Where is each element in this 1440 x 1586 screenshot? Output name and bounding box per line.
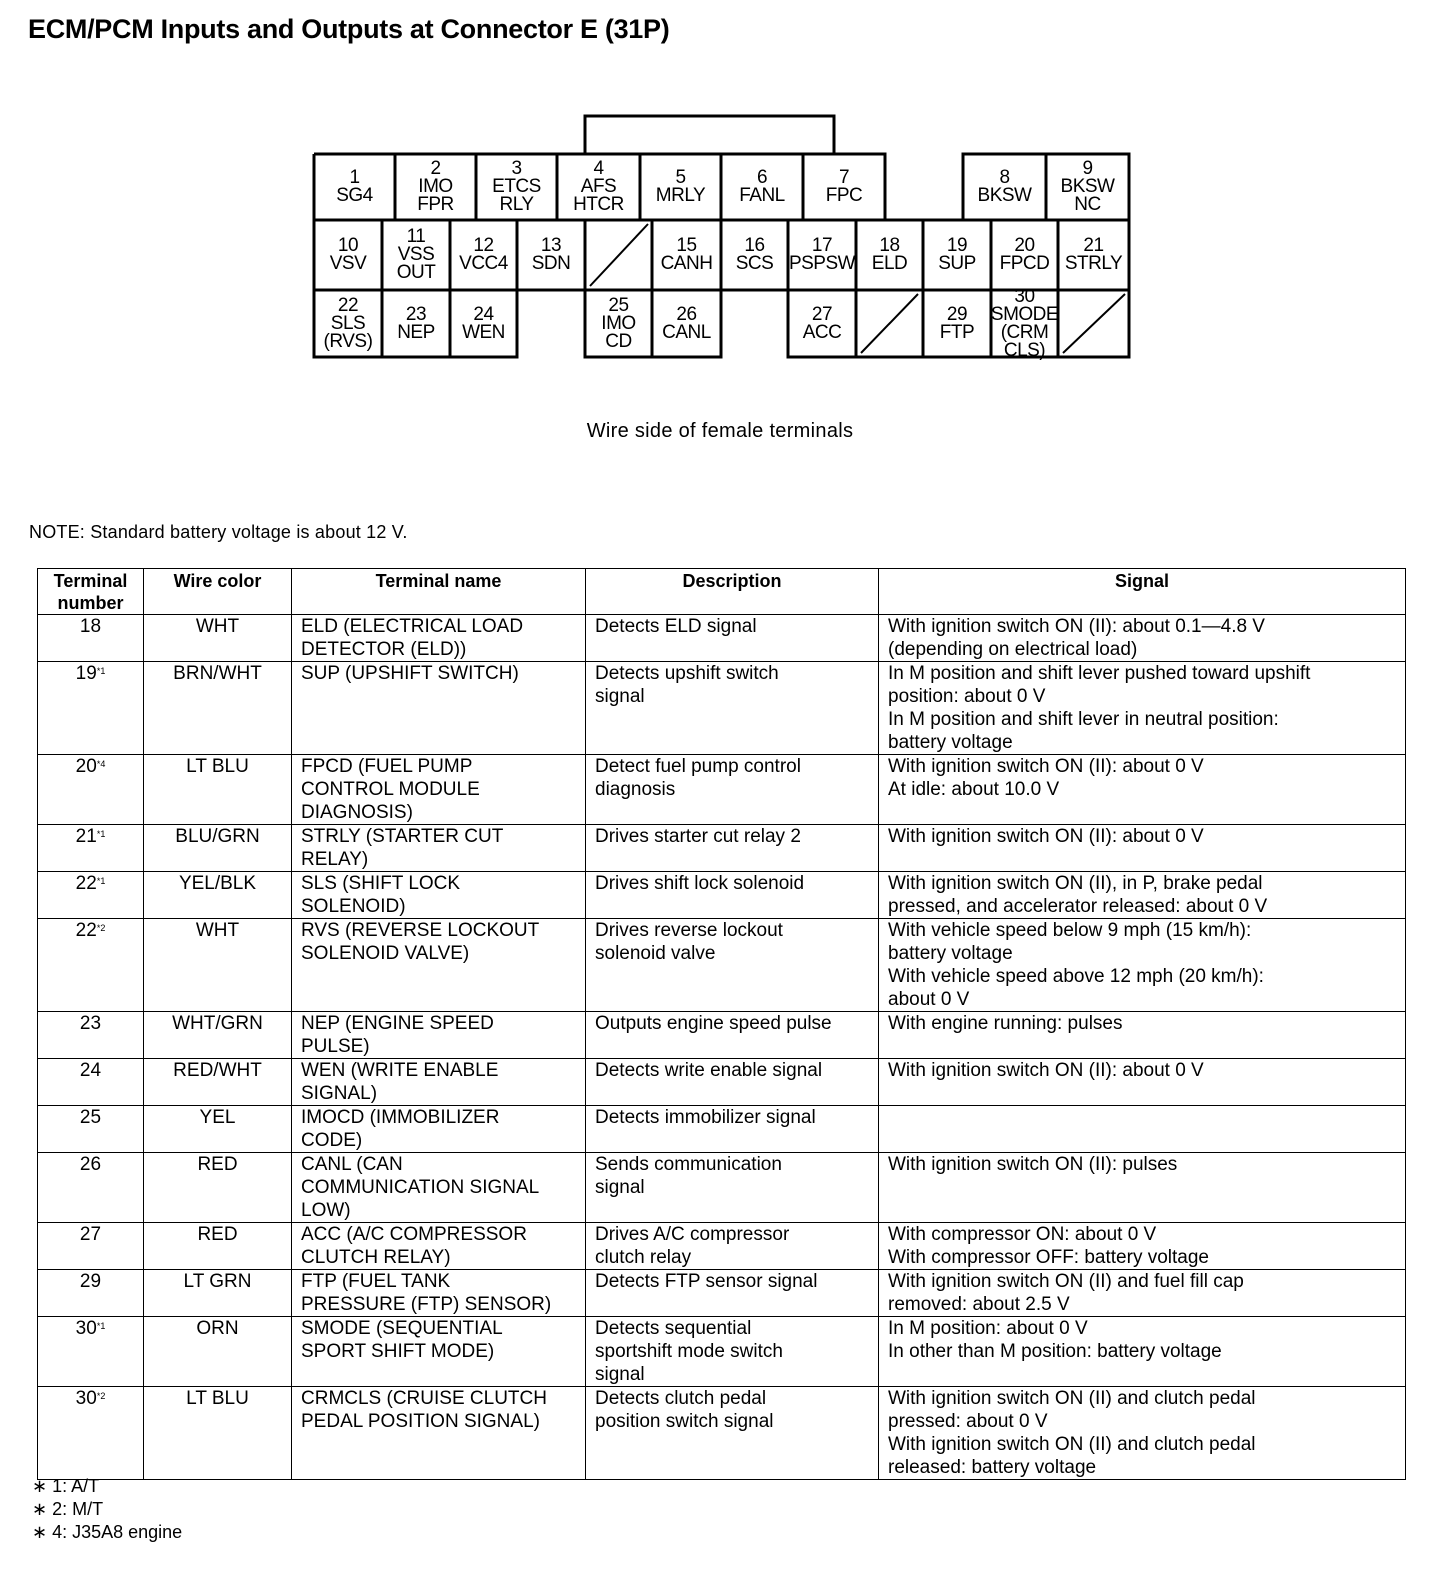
- terminal-number-cell: [38, 755, 144, 825]
- terminal-name-line: SPORT SHIFT MODE): [301, 1341, 495, 1362]
- terminal-number-cell: [38, 919, 144, 1012]
- terminal-cell-10: [314, 220, 382, 290]
- terminal-name-line: SUP (UPSHIFT SWITCH): [301, 663, 519, 684]
- terminal-cell-12: [450, 220, 517, 290]
- wire-color-cell: LT GRN: [144, 1270, 292, 1317]
- signal-line: With ignition switch ON (II): about 0 V: [888, 756, 1204, 777]
- footnote-4: ∗ 4: J35A8 engine: [32, 1522, 183, 1542]
- terminal-number: 29: [79, 1271, 102, 1292]
- terminal-name-cell: [292, 1317, 586, 1387]
- terminal-abbreviation: HTCR: [573, 194, 624, 215]
- terminal-name-cell: [292, 872, 586, 919]
- battery-note: NOTE: Standard battery voltage is about 12 V.: [29, 522, 408, 542]
- description-line: diagnosis: [595, 779, 676, 800]
- terminal-number: 10: [337, 235, 359, 256]
- description-cell: [586, 1270, 879, 1317]
- signal-cell: [879, 1270, 1406, 1317]
- terminal-abbreviation: ACC: [802, 321, 842, 343]
- terminal-cell-21: [1058, 220, 1129, 290]
- description-cell: [586, 1317, 879, 1387]
- signal-cell: [879, 1153, 1406, 1223]
- terminal-cell-29: [923, 290, 991, 357]
- terminal-number-cell: [38, 1153, 144, 1223]
- terminal-number: 23: [79, 1013, 102, 1034]
- signal-cell: [879, 755, 1406, 825]
- terminal-number-cell: [38, 872, 144, 919]
- terminal-abbreviation: SMODE: [990, 303, 1059, 325]
- terminal-number: 4: [593, 158, 604, 179]
- description-cell: [586, 1223, 879, 1270]
- description-line: Drives reverse lockout: [595, 920, 783, 941]
- wire-color-cell: RED: [144, 1223, 292, 1270]
- terminal-cell-9: [1046, 154, 1129, 220]
- signal-cell: [879, 872, 1406, 919]
- header-signal: Signal: [879, 569, 1406, 615]
- signal-line: In M position: about 0 V: [888, 1318, 1088, 1339]
- terminal-name-cell: [292, 755, 586, 825]
- terminal-number: 7: [838, 167, 850, 188]
- header-description: Description: [586, 569, 879, 615]
- signal-line: removed: about 2.5 V: [888, 1294, 1070, 1315]
- table-row: [38, 1270, 1406, 1317]
- blank-cavity-28: [861, 294, 918, 353]
- wire-color-cell: YEL: [144, 1106, 292, 1153]
- terminal-abbreviation: SLS: [330, 312, 366, 334]
- description-line: Sends communication: [595, 1154, 782, 1175]
- table-row: [38, 1059, 1406, 1106]
- table-row: [38, 1317, 1406, 1387]
- description-line: Detects upshift switch: [595, 663, 779, 684]
- terminal-abbreviation: CANL: [662, 321, 711, 343]
- description-line: solenoid valve: [595, 943, 716, 964]
- terminal-name-cell: [292, 662, 586, 755]
- terminal-cell-15: [652, 220, 721, 290]
- table-row: [38, 872, 1406, 919]
- wire-color-cell: YEL/BLK: [144, 872, 292, 919]
- terminal-number: 6: [756, 167, 768, 188]
- description-line: Detects sequential: [595, 1318, 752, 1339]
- terminal-number-cell: [38, 825, 144, 872]
- terminal-abbreviation: NEP: [397, 321, 435, 343]
- terminal-name-line: CANL (CAN: [301, 1154, 403, 1175]
- terminal-name-line: ACC (A/C COMPRESSOR: [301, 1224, 527, 1245]
- signal-cell: [879, 1106, 1406, 1153]
- terminal-cell-11: [382, 220, 450, 290]
- signal-line: With ignition switch ON (II), in P, brake pedal: [888, 873, 1263, 894]
- terminal-number: 16: [744, 235, 765, 256]
- terminal-number: 27: [79, 1224, 102, 1245]
- description-line: signal: [595, 686, 645, 707]
- terminal-cell-18: [856, 220, 923, 290]
- table-row: [38, 1153, 1406, 1223]
- signal-line: With compressor ON: about 0 V: [888, 1224, 1157, 1245]
- description-line: Detects write enable signal: [595, 1060, 823, 1081]
- description-line: Detects clutch pedal: [595, 1388, 767, 1409]
- terminal-number: 23: [405, 303, 427, 325]
- description-line: Drives starter cut relay 2: [595, 826, 801, 847]
- terminal-abbreviation: ETCS: [492, 176, 541, 197]
- header-wire-color: Wire color: [144, 569, 292, 615]
- terminal-number: 29: [946, 303, 968, 325]
- signal-line: With compressor OFF: battery voltage: [888, 1247, 1209, 1268]
- terminal-cell-27: [788, 290, 856, 357]
- terminal-abbreviation: FTP: [939, 321, 975, 343]
- terminal-abbreviation: SDN: [531, 253, 571, 274]
- terminal-number: 11: [406, 226, 426, 247]
- terminal-name-line: SOLENOID VALVE): [301, 943, 470, 964]
- signal-line: pressed, and accelerator released: about 0 V: [888, 896, 1268, 917]
- terminal-name-line: FPCD (FUEL PUMP: [301, 756, 473, 777]
- terminal-abbreviation: BKSW: [977, 185, 1032, 206]
- signal-cell: [879, 1317, 1406, 1387]
- terminal-name-cell: [292, 1270, 586, 1317]
- terminal-cell-4: [557, 154, 640, 220]
- description-line: sportshift mode switch: [595, 1341, 783, 1362]
- description-line: signal: [595, 1177, 645, 1198]
- terminal-name-cell: [292, 825, 586, 872]
- table-row: [38, 919, 1406, 1012]
- terminal-number-cell: [38, 615, 144, 662]
- terminal-name-line: CODE): [301, 1130, 363, 1151]
- terminal-number-cell: [38, 1223, 144, 1270]
- terminal-number: 21: [1083, 235, 1104, 256]
- terminal-name-line: SIGNAL): [301, 1083, 378, 1104]
- terminal-number: 27: [811, 303, 833, 325]
- terminal-number: 17: [811, 235, 833, 256]
- terminal-name-line: FTP (FUEL TANK: [301, 1271, 451, 1292]
- blank-cavity-14: [590, 224, 648, 286]
- description-line: clutch relay: [595, 1247, 692, 1268]
- terminal-number: 24: [473, 303, 494, 325]
- terminal-number: 1: [349, 167, 360, 188]
- signal-cell: [879, 662, 1406, 755]
- terminal-name-line: CONTROL MODULE: [301, 779, 480, 800]
- terminal-number: 30: [75, 1318, 97, 1339]
- description-cell: [586, 1153, 879, 1223]
- description-cell: [586, 1012, 879, 1059]
- signal-line: With ignition switch ON (II) and clutch pedal: [888, 1388, 1256, 1409]
- blank-cavity-31: [1063, 294, 1125, 353]
- terminal-cell-2: [395, 154, 476, 220]
- terminal-abbreviation: (CRM: [1000, 321, 1049, 343]
- terminal-number: 19: [75, 663, 97, 684]
- terminal-cell-30: [990, 285, 1059, 361]
- terminal-name-line: SLS (SHIFT LOCK: [301, 873, 461, 894]
- terminal-name-cell: [292, 919, 586, 1012]
- terminal-name-line: CLUTCH RELAY): [301, 1247, 451, 1268]
- signal-line: about 0 V: [888, 989, 970, 1010]
- terminal-abbreviation: ELD: [871, 253, 908, 274]
- table-row: [38, 662, 1406, 755]
- table-row: [38, 1012, 1406, 1059]
- description-cell: [586, 1106, 879, 1153]
- terminal-number: 21: [75, 826, 97, 847]
- terminal-number: 30: [1014, 285, 1035, 307]
- terminal-abbreviation: OUT: [396, 262, 436, 283]
- terminal-table: [37, 568, 1406, 1480]
- wire-color-cell: BLU/GRN: [144, 825, 292, 872]
- terminal-number: 22: [75, 873, 97, 894]
- terminal-number: 30: [75, 1388, 97, 1409]
- description-line: Drives shift lock solenoid: [595, 873, 805, 894]
- description-cell: [586, 662, 879, 755]
- signal-cell: [879, 919, 1406, 1012]
- terminal-cell-16: [721, 220, 788, 290]
- terminal-number: 25: [608, 294, 629, 316]
- terminal-number: 19: [946, 235, 968, 256]
- terminal-abbreviation: CLS): [1003, 339, 1046, 361]
- terminal-name-cell: [292, 615, 586, 662]
- terminal-name-cell: [292, 1387, 586, 1480]
- terminal-abbreviation: SUP: [938, 253, 976, 274]
- connector-caption: Wire side of female terminals: [586, 420, 854, 442]
- description-line: Drives A/C compressor: [595, 1224, 790, 1245]
- terminal-cell-20: [991, 220, 1058, 290]
- wire-color-cell: BRN/WHT: [144, 662, 292, 755]
- table-row: [38, 615, 1406, 662]
- description-line: Outputs engine speed pulse: [595, 1013, 832, 1034]
- table-row: [38, 755, 1406, 825]
- terminal-abbreviation: WEN: [462, 321, 505, 343]
- footnote-marker: *4: [96, 759, 106, 769]
- terminal-abbreviation: (RVS): [323, 330, 373, 352]
- terminal-number-cell: [38, 1106, 144, 1153]
- terminal-abbreviation: SCS: [735, 253, 774, 274]
- terminal-cell-23: [382, 290, 450, 357]
- wire-color-cell: RED: [144, 1153, 292, 1223]
- description-cell: [586, 1059, 879, 1106]
- signal-cell: [879, 1223, 1406, 1270]
- footnote-1: ∗ 1: A/T: [32, 1476, 100, 1496]
- terminal-abbreviation: NC: [1074, 194, 1101, 215]
- description-line: Detects ELD signal: [595, 616, 757, 637]
- footnote-2: ∗ 2: M/T: [32, 1499, 104, 1519]
- wire-color-cell: WHT: [144, 615, 292, 662]
- description-cell: [586, 825, 879, 872]
- terminal-name-line: IMOCD (IMMOBILIZER: [301, 1107, 500, 1128]
- terminal-name-line: COMMUNICATION SIGNAL: [301, 1177, 540, 1198]
- wire-color-cell: RED/WHT: [144, 1059, 292, 1106]
- terminal-name-line: SOLENOID): [301, 896, 406, 917]
- description-cell: [586, 919, 879, 1012]
- signal-line: released: battery voltage: [888, 1457, 1097, 1478]
- terminal-cell-13: [517, 220, 585, 290]
- header-terminal-name: Terminal name: [292, 569, 586, 615]
- signal-line: (depending on electrical load): [888, 639, 1138, 660]
- terminal-cell-24: [450, 290, 517, 357]
- connector-diagram: [0, 0, 1440, 420]
- signal-cell: [879, 825, 1406, 872]
- table-row: [38, 1223, 1406, 1270]
- signal-line: battery voltage: [888, 732, 1013, 753]
- signal-cell: [879, 1387, 1406, 1480]
- terminal-number: 5: [675, 167, 686, 188]
- wire-color-cell: LT BLU: [144, 755, 292, 825]
- terminal-abbreviation: VSS: [397, 244, 435, 265]
- signal-line: battery voltage: [888, 943, 1013, 964]
- signal-line: position: about 0 V: [888, 686, 1046, 707]
- signal-line: With ignition switch ON (II): pulses: [888, 1154, 1178, 1175]
- signal-line: In other than M position: battery voltage: [888, 1341, 1222, 1362]
- description-cell: [586, 615, 879, 662]
- terminal-number: 18: [79, 616, 102, 637]
- terminal-name-line: PEDAL POSITION SIGNAL): [301, 1411, 540, 1432]
- terminal-abbreviation: PSPSW: [788, 253, 856, 274]
- terminal-cell-17: [788, 220, 856, 290]
- terminal-abbreviation: AFS: [580, 176, 617, 197]
- terminal-number-cell: [38, 662, 144, 755]
- terminal-abbreviation: FPR: [417, 194, 454, 215]
- table-row: [38, 1106, 1406, 1153]
- terminal-number: 2: [430, 158, 441, 179]
- terminal-number: 13: [540, 235, 562, 256]
- terminal-name-line: ELD (ELECTRICAL LOAD: [301, 616, 524, 637]
- terminal-cell-1: [314, 154, 395, 220]
- terminal-cell-6: [721, 154, 803, 220]
- terminal-cell-8: [963, 154, 1046, 220]
- signal-cell: [879, 1059, 1406, 1106]
- terminal-number-cell: [38, 1059, 144, 1106]
- description-cell: [586, 1387, 879, 1480]
- signal-line: With engine running: pulses: [888, 1013, 1123, 1034]
- signal-cell: [879, 1012, 1406, 1059]
- terminal-name-cell: [292, 1106, 586, 1153]
- signal-line: With ignition switch ON (II): about 0.1—4.8 V: [888, 616, 1265, 637]
- terminal-number: 20: [75, 756, 97, 777]
- terminal-abbreviation: SG4: [336, 185, 373, 206]
- terminal-name-line: SMODE (SEQUENTIAL: [301, 1318, 503, 1339]
- terminal-number: 24: [79, 1060, 102, 1081]
- wire-color-cell: WHT/GRN: [144, 1012, 292, 1059]
- table-row: [38, 825, 1406, 872]
- terminal-name-cell: [292, 1059, 586, 1106]
- terminal-number: 18: [879, 235, 900, 256]
- terminal-name-line: RELAY): [301, 849, 369, 870]
- footnote-marker: *1: [96, 1321, 106, 1331]
- terminal-abbreviation: CANH: [660, 253, 713, 274]
- footnote-marker: *2: [96, 923, 106, 933]
- terminal-name-line: STRLY (STARTER CUT: [301, 826, 504, 847]
- terminal-number-cell: [38, 1012, 144, 1059]
- wire-color-cell: WHT: [144, 919, 292, 1012]
- signal-line: With ignition switch ON (II): about 0 V: [888, 1060, 1204, 1081]
- signal-line: In M position and shift lever in neutral position:: [888, 709, 1279, 730]
- table-header-row: [38, 569, 1406, 615]
- terminal-number: 12: [473, 235, 494, 256]
- terminal-number-cell: [38, 1317, 144, 1387]
- terminal-abbreviation: IMO: [418, 176, 453, 197]
- terminal-number-cell: [38, 1387, 144, 1480]
- terminal-abbreviation: STRLY: [1064, 253, 1123, 274]
- terminal-number: 9: [1082, 158, 1093, 179]
- description-line: Detects FTP sensor signal: [595, 1271, 818, 1292]
- terminal-name-line: DIAGNOSIS): [301, 802, 413, 823]
- header-terminal-number: Terminal number: [38, 569, 144, 615]
- terminal-number: 22: [75, 920, 97, 941]
- terminal-name-cell: [292, 1012, 586, 1059]
- terminal-abbreviation: BKSW: [1060, 176, 1115, 197]
- terminal-abbreviation: CD: [605, 330, 632, 352]
- terminal-cell-7: [803, 154, 885, 220]
- signal-line: At idle: about 10.0 V: [888, 779, 1060, 800]
- terminal-number: 3: [511, 158, 522, 179]
- terminal-number: 25: [79, 1107, 102, 1128]
- terminal-name-line: RVS (REVERSE LOCKOUT: [301, 920, 540, 941]
- signal-line: With ignition switch ON (II) and clutch pedal: [888, 1434, 1256, 1455]
- terminal-name-cell: [292, 1223, 586, 1270]
- terminal-number-cell: [38, 1270, 144, 1317]
- terminal-abbreviation: FPC: [825, 185, 863, 206]
- description-line: Detect fuel pump control: [595, 756, 801, 777]
- terminal-name-line: NEP (ENGINE SPEED: [301, 1013, 494, 1034]
- terminal-abbreviation: VSV: [329, 253, 367, 274]
- terminal-cell-19: [923, 220, 991, 290]
- terminal-abbreviation: MRLY: [655, 185, 706, 206]
- description-line: position switch signal: [595, 1411, 774, 1432]
- description-line: Detects immobilizer signal: [595, 1107, 816, 1128]
- description-line: signal: [595, 1364, 645, 1385]
- terminal-number: 15: [676, 235, 697, 256]
- wire-color-cell: LT BLU: [144, 1387, 292, 1480]
- terminal-cell-5: [640, 154, 721, 220]
- terminal-abbreviation: FANL: [739, 185, 785, 206]
- terminal-name-line: CRMCLS (CRUISE CLUTCH: [301, 1388, 547, 1409]
- footnote-marker: *1: [96, 666, 106, 676]
- wire-color-cell: ORN: [144, 1317, 292, 1387]
- terminal-cell-25: [585, 290, 652, 357]
- signal-cell: [879, 615, 1406, 662]
- terminal-number: 22: [337, 294, 359, 316]
- terminal-number: 8: [999, 167, 1010, 188]
- terminal-abbreviation: VCC4: [459, 253, 508, 274]
- signal-line: In M position and shift lever pushed toward upshift: [888, 663, 1311, 684]
- terminal-number: 20: [1014, 235, 1035, 256]
- terminal-abbreviation: RLY: [499, 194, 534, 215]
- terminal-cell-22: [314, 290, 382, 357]
- signal-line: With vehicle speed below 9 mph (15 km/h):: [888, 920, 1252, 941]
- terminal-number: 26: [676, 303, 697, 325]
- terminal-name-cell: [292, 1153, 586, 1223]
- terminal-name-line: DETECTOR (ELD)): [301, 639, 467, 660]
- terminal-cell-3: [476, 154, 557, 220]
- terminal-name-line: LOW): [301, 1200, 351, 1221]
- signal-line: With vehicle speed above 12 mph (20 km/h):: [888, 966, 1264, 987]
- terminal-name-line: PULSE): [301, 1036, 370, 1057]
- signal-line: pressed: about 0 V: [888, 1411, 1048, 1432]
- footnote-marker: *1: [96, 829, 106, 839]
- terminal-abbreviation: FPCD: [999, 253, 1050, 274]
- signal-line: With ignition switch ON (II): about 0 V: [888, 826, 1204, 847]
- terminal-name-line: PRESSURE (FTP) SENSOR): [301, 1294, 552, 1315]
- description-cell: [586, 872, 879, 919]
- signal-line: With ignition switch ON (II) and fuel fill cap: [888, 1271, 1244, 1292]
- footnote-marker: *1: [96, 876, 106, 886]
- terminal-number: 26: [79, 1154, 102, 1175]
- footnote-marker: *2: [96, 1391, 106, 1401]
- description-cell: [586, 755, 879, 825]
- terminal-cell-26: [652, 290, 721, 357]
- terminal-abbreviation: IMO: [601, 312, 636, 334]
- table-row: [38, 1387, 1406, 1480]
- terminal-name-line: WEN (WRITE ENABLE: [301, 1060, 499, 1081]
- page-title: ECM/PCM Inputs and Outputs at Connector E (31P): [28, 14, 670, 44]
